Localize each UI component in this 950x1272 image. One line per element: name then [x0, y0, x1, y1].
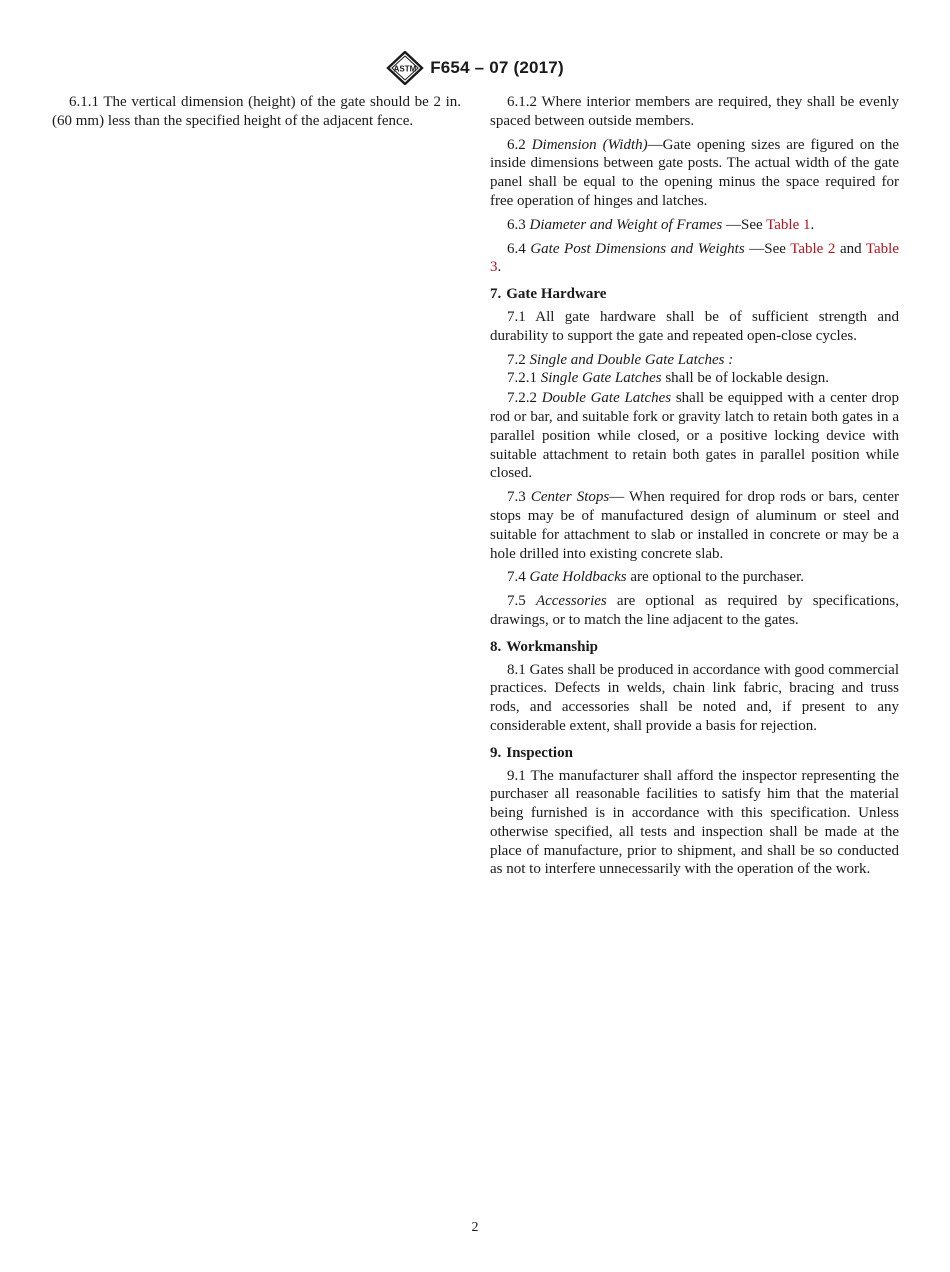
section-8-heading: 8. Workmanship	[490, 638, 598, 655]
paragraph-6-2: 6.2 Dimension (Width)—Gate opening sizes are figured on the inside dimensions between gate posts. The actual width of the gate panel shall be equal to the opening minus the space required for free operation of hinges and latches.	[490, 136, 899, 209]
paragraph-7-3: 7.3 Center Stops— When required for drop rods or bars, center stops may be of manufactured design of aluminum or steel and suitable for attachment to slab or installed in concrete or may be a hole drilled into existing concrete slab.	[490, 489, 899, 562]
table-3-link[interactable]: Table 3	[490, 240, 900, 276]
paragraph-6-4: 6.4 Gate Post Dimensions and Weights —See Table 2 and Table 3.	[490, 240, 900, 276]
left-column	[52, 93, 461, 136]
paragraph-7-2-2: 7.2.2 Double Gate Latches shall be equipped with a center drop rod or bar, and suitable fork or gravity latch to retain both gates in a parallel position while closed, or a positive locking device with suitable attachment to retain both gates in parallel position while closed.	[490, 390, 900, 482]
page-header	[0, 50, 950, 86]
paragraph-7-4: 7.4 Gate Holdbacks are optional to the purchaser.	[507, 569, 804, 586]
page-number: 2	[471, 1220, 479, 1235]
paragraph-7-2: 7.2 Single and Double Gate Latches :	[507, 351, 734, 368]
svg-text:ASTM: ASTM	[393, 64, 417, 74]
paragraph-9-1: 9.1 The manufacturer shall afford the inspector representing the purchaser all reasonable facilities to satisfy him that the material being furnished is in accordance with this specification. Unless otherwise specified, all tests and inspection shall be made at the place of manufacture, prior to shipment, and shall be so conducted as not to interfere unnecessarily with the operation of the work.	[490, 767, 899, 878]
paragraph-6-1-2: 6.1.2 Where interior members are required, they shall be evenly spaced between outside members.	[490, 94, 900, 129]
paragraph-7-2-1: 7.2.1 Single Gate Latches shall be of lockable design.	[507, 370, 830, 387]
paragraph-6-1-1: 6.1.1 The vertical dimension (height) of the gate should be 2 in. (60 mm) less than the specified height of the adjacent fence.	[52, 94, 462, 129]
astm-logo-icon	[386, 51, 424, 85]
paragraph-7-5: 7.5 Accessories are optional as required by specifications, drawings, or to match the line adjacent to the gates.	[490, 593, 899, 628]
paragraph-6-3: 6.3 Diameter and Weight of Frames —See Table 1.	[507, 216, 815, 233]
section-9-heading: 9. Inspection	[490, 744, 573, 761]
paragraph-8-1: 8.1 Gates shall be produced in accordance with good commercial practices. Defects in welds, chain link fabric, bracing and truss rods, and accessories shall be noted and, if present to any considerable extent, shall provide a basis for rejection.	[490, 661, 900, 734]
table-2-link[interactable]: Table 2	[790, 240, 836, 257]
section-7-heading: 7. Gate Hardware	[490, 286, 607, 303]
table-1-link[interactable]: Table 1	[766, 216, 811, 233]
paragraph-7-1: 7.1 All gate hardware shall be of sufficient strength and durability to support the gate and repeated open-close cycles.	[490, 308, 899, 344]
document-designation: F654 – 07 (2017)	[430, 58, 564, 77]
right-column	[490, 93, 899, 884]
